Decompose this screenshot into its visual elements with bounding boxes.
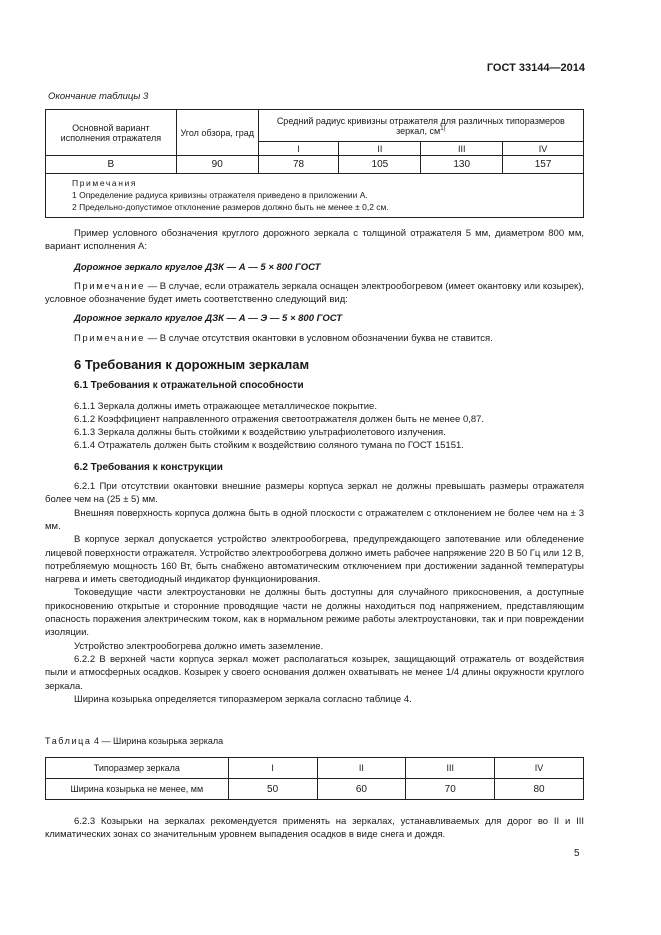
section-6 [45,358,584,706]
table4-caption-label: Таблица [45,736,92,746]
item-6-1-1: 6.1.1 Зеркала должны иметь отражающее металлическое покрытие. [74,400,377,412]
table4-value-2: 60 [317,779,406,800]
note-1 [45,280,584,307]
table4 [45,757,584,800]
table4-size-1: I [228,758,317,779]
item-6-1-4: 6.1.4 Отражатель должен быть стойким к воздействию соляного тумана по ГОСТ 15151. [74,440,464,452]
table4-size-2: II [317,758,406,779]
table3-header-variant: Основной вариант исполнения отражателя [46,110,177,156]
note-2 [45,332,584,345]
paragraph-live-parts: Токоведущие части электроустановки не должны быть доступны для случайного прикосновения, а доступные прикосновению открытые и сторонние проводящие части не должны находиться под напряжением, представляющим опасность поражения электрическим током, как в нормальном режиме работы электроустановки, так и при повреждении изоляции. [45,587,584,639]
section-6-2-title: 6.2 Требования к конструкции [74,461,223,473]
table3-row-variant: В [46,156,177,174]
table4-value-4: 80 [495,779,584,800]
page-number: 5 [574,848,580,859]
item-6-2-3: 6.2.3 Козырьки на зеркалах рекомендуется применять на зеркалах, устанавливаемых для дорог во II и III климатических зонах со значительным уровнем выпадения осадков в виде снега и дождя. [45,816,584,841]
paragraph-surface: Внешняя поверхность корпуса должна быть в одной плоскости с отражателем с отклонением не более чем на ± 3 мм. [45,507,584,532]
table3-header-footnote: 1) [440,125,446,132]
table3-notes-title: Примечания [72,178,138,188]
table3-note-1: 1 Определение радиуса кривизны отражателя приведено в приложении А. [72,190,368,200]
item-6-1-2: 6.1.2 Коэффициент направленного отражения светоотражателя должен быть не менее 0,87. [74,413,485,425]
table4-caption [45,736,223,746]
item-6-2-2: 6.2.2 В верхней части корпуса зеркал может располагаться козырек, защищающий отражатель от воздействия пыли и атмосферных осадков. Козырек у своего основания должен охватывать не менее 1/4 длины окружности круглого зеркала. [45,653,584,692]
note-1-text: — В случае, если отражатель зеркала оснащен электрообогревом (имеет окантовку или козырек), условное обозначение будет иметь соответственно следующий вид: [45,280,584,306]
example-paragraph: Пример условного обозначения круглого дорожного зеркала с толщиной отражателя 5 мм, диаметром 800 мм, вариант исполнения А: [45,228,584,253]
item-6-2-1: 6.2.1 При отсутствии окантовки внешние размеры корпуса зеркал не должны превышать размеры отражателя более чем на (25 ± 5) мм. [45,481,584,506]
table3-size-4: IV [503,142,584,156]
table4-size-3: III [406,758,495,779]
table3-row-angle: 90 [176,156,258,174]
table4-row-label: Ширина козырька не менее, мм [46,779,229,800]
table3-size-3: III [421,142,503,156]
table4-size-4: IV [495,758,584,779]
designation-2: Дорожное зеркало круглое ДЗК — А — Э — 5 × 800 ГОСТ [74,313,343,325]
section-6-title: 6 Требования к дорожным зеркалам [74,357,310,372]
designation-section [45,227,584,345]
section-6-1-title: 6.1 Требования к отражательной способности [74,380,304,392]
paragraph-heating: В корпусе зеркал допускается устройство электрообогрева, предупреждающего запотевание или обледенение лицевой поверхности отражателя. Устройство электрообогрева должно иметь рабочее напряжение 220 В 50 Гц или 12 В, потребляемую мощность 160 Вт, быть снабжено автоматическим отключением при достижении заданной температуры нагрева и иметь светодиодный индикатор функционирования. [45,534,584,586]
table3-size-2: II [339,142,421,156]
note-2-text: — В случае отсутствия окантовки в условном обозначении буква не ставится. [145,332,493,344]
table3-note-2: 2 Предельно-допустимое отклонение размеров должно быть не менее ± 0,2 см. [72,202,389,212]
table4-value-3: 70 [406,779,495,800]
designation-1: Дорожное зеркало круглое ДЗК — А — 5 × 800 ГОСТ [74,261,321,273]
table3-header-radius [258,110,583,142]
table4-value-1: 50 [228,779,317,800]
item-6-1-3: 6.1.3 Зеркала должны быть стойкими к воздействию ультрафиолетового излучения. [74,427,446,439]
table3-header-radius-text: Средний радиус кривизны отражателя для различных типоразмеров зеркал, см [276,115,565,136]
table4-caption-text: 4 — Ширина козырька зеркала [91,736,224,746]
item-6-2-3-block [45,815,584,842]
table3 [45,109,584,218]
paragraph-grounding: Устройство электрообогрева должно иметь заземление. [74,640,324,652]
paragraph-visor-width: Ширина козырька определяется типоразмером зеркала согласно таблице 4. [74,693,412,705]
note-2-label: Примечание [74,332,145,344]
table3-row-value-1: 78 [258,156,339,174]
note-1-label: Примечание [74,280,145,292]
table3-size-1: I [258,142,339,156]
table3-row-value-3: 130 [421,156,503,174]
table3-caption: Окончание таблицы 3 [48,91,149,102]
table3-row-value-4: 157 [503,156,584,174]
table4-header-label: Типоразмер зеркала [46,758,229,779]
table3-header-angle: Угол обзора, град [176,110,258,156]
table3-notes [46,174,584,218]
standard-code: ГОСТ 33144—2014 [486,62,585,74]
table3-row-value-2: 105 [339,156,421,174]
